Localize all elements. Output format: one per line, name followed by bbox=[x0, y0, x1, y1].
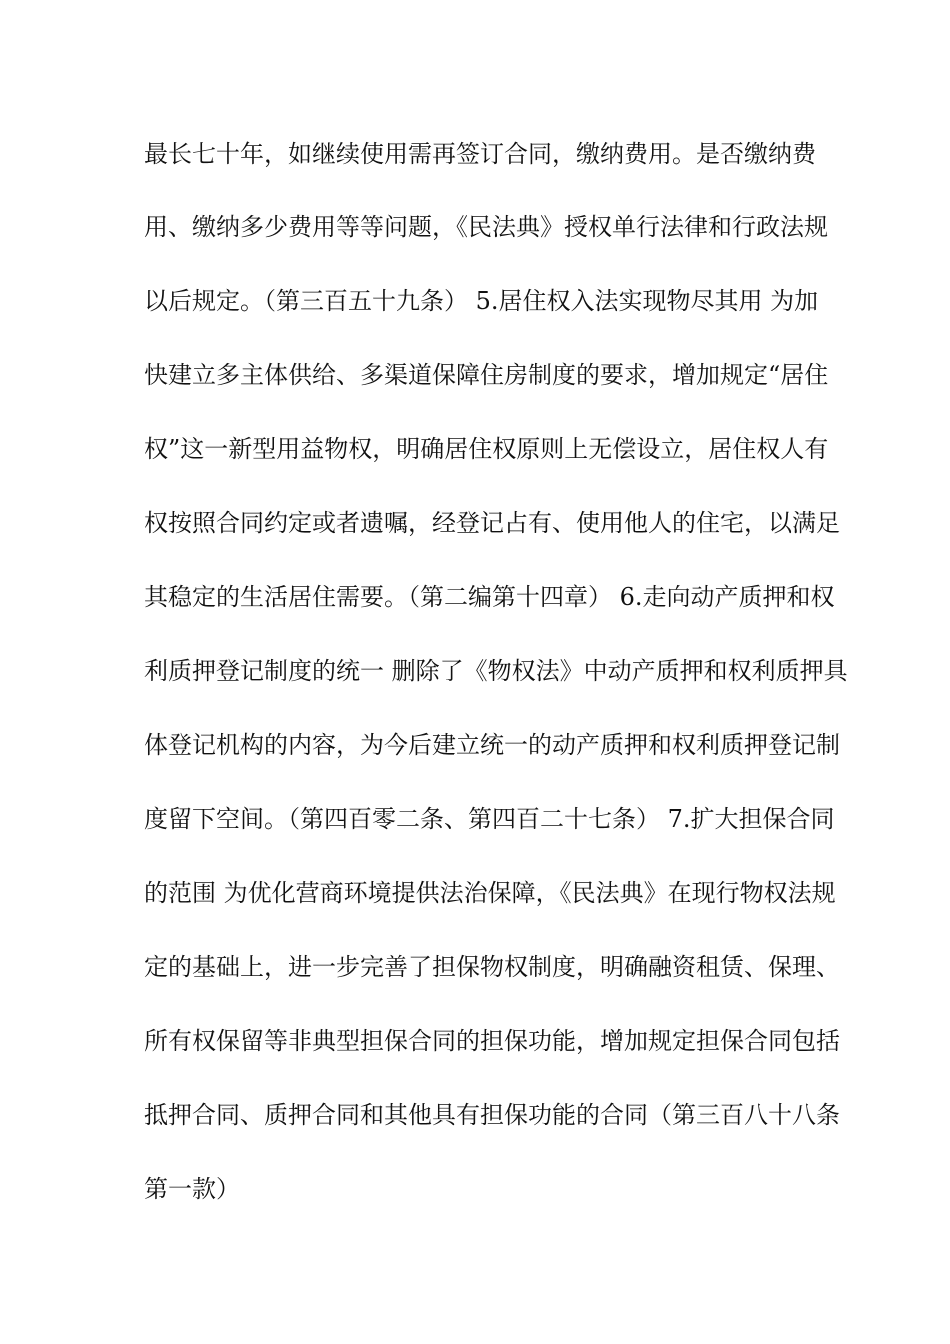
text-line: 定的基础上，进一步完善了担保物权制度，明确融资租赁、保理、 bbox=[144, 953, 840, 981]
text-line: 以后规定。（第三百五十九条） 5.居住权入法实现物尽其用 为加 bbox=[144, 287, 819, 315]
text-line: 用、缴纳多少费用等等问题，《民法典》授权单行法律和行政法规 bbox=[144, 213, 828, 241]
text-line: 所有权保留等非典型担保合同的担保功能，增加规定担保合同包括 bbox=[144, 1027, 840, 1055]
text-line: 权按照合同约定或者遗嘱，经登记占有、使用他人的住宅，以满足 bbox=[144, 509, 840, 537]
text-line: 第一款） bbox=[144, 1175, 240, 1203]
text-line: 的范围 为优化营商环境提供法治保障，《民法典》在现行物权法规 bbox=[144, 879, 836, 907]
text-line: 其稳定的生活居住需要。（第二编第十四章） 6.走向动产质押和权 bbox=[144, 583, 835, 611]
text-line: 权”这一新型用益物权，明确居住权原则上无偿设立，居住权人有 bbox=[144, 435, 829, 463]
text-line: 利质押登记制度的统一 删除了《物权法》中动产质押和权利质押具 bbox=[144, 657, 848, 685]
text-line: 抵押合同、质押合同和其他具有担保功能的合同（第三百八十八条 bbox=[144, 1101, 840, 1129]
text-line: 快建立多主体供给、多渠道保障住房制度的要求，增加规定“居住 bbox=[144, 361, 829, 389]
text-line: 最长七十年，如继续使用需再签订合同，缴纳费用。是否缴纳费 bbox=[144, 140, 816, 168]
text-line: 度留下空间。（第四百零二条、第四百二十七条） 7.扩大担保合同 bbox=[144, 805, 835, 833]
text-line: 体登记机构的内容，为今后建立统一的动产质押和权利质押登记制 bbox=[144, 731, 840, 759]
